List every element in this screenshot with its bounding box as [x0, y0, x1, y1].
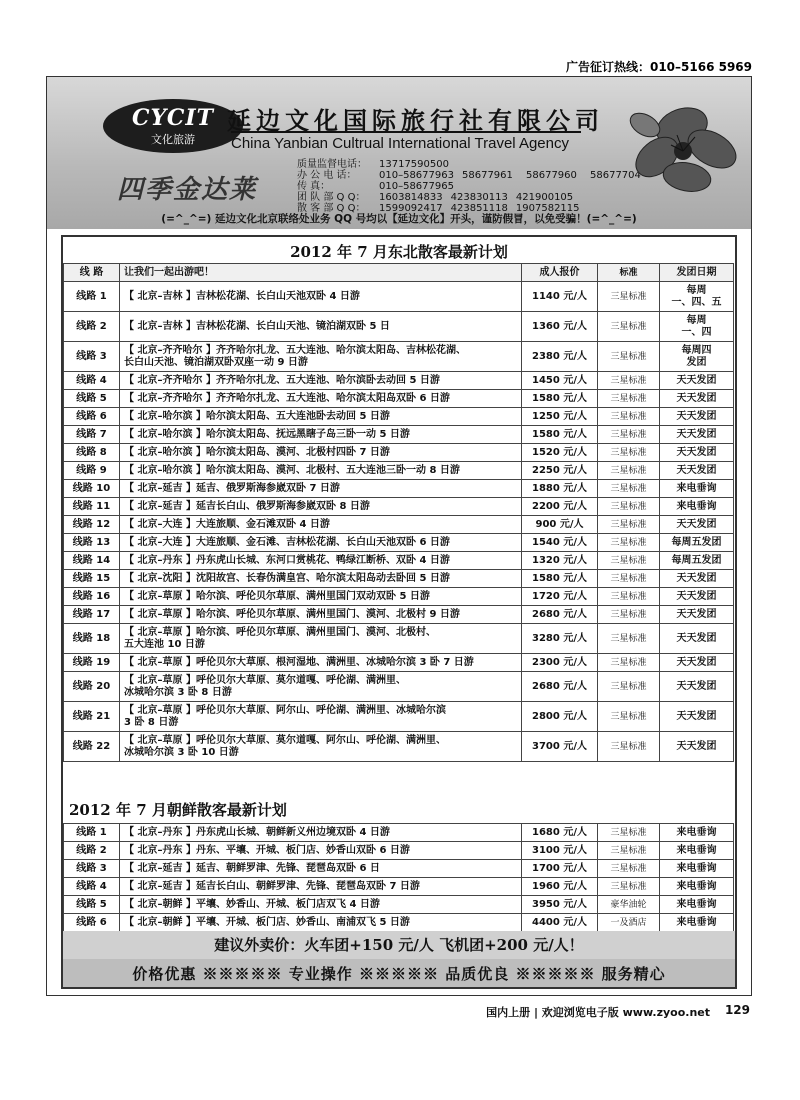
cell-line: 线路 15	[64, 570, 120, 588]
cell-price: 4400 元/人	[522, 914, 598, 932]
table-row	[64, 702, 734, 732]
cell-desc: 【 北京–草原 】呼伦贝尔大草原、莫尔道嘎、呼伦湖、满洲里、 冰城哈尔滨 3 卧 8 日游	[120, 672, 522, 702]
cell-desc: 【 北京–朝鲜 】平壤、开城、板门店、妙香山、南浦双飞 5 日游	[120, 914, 522, 932]
cell-desc: 【 北京–哈尔滨 】哈尔滨太阳岛、五大连池卧去动回 5 日游	[120, 408, 522, 426]
table-row	[64, 624, 734, 654]
cell-date: 天天发团	[660, 702, 734, 732]
cell-line: 线路 10	[64, 480, 120, 498]
cell-std: 三星标准	[598, 702, 660, 732]
cell-std: 三星标准	[598, 516, 660, 534]
cell-line: 线路 14	[64, 552, 120, 570]
cell-desc: 【 北京–齐齐哈尔 】齐齐哈尔扎龙、五大连池、哈尔滨太阳岛双卧 6 日游	[120, 390, 522, 408]
cell-date: 来电垂询	[660, 842, 734, 860]
cell-desc: 【 北京–延吉 】延吉、朝鲜罗津、先锋、琵琶岛双卧 6 日	[120, 860, 522, 878]
cell-price: 1880 元/人	[522, 480, 598, 498]
contact-row	[297, 181, 646, 192]
company-divider	[231, 131, 581, 133]
cell-price: 1720 元/人	[522, 588, 598, 606]
cell-std: 三星标准	[598, 606, 660, 624]
cell-date: 天天发团	[660, 408, 734, 426]
cell-std: 三星标准	[598, 672, 660, 702]
advert-header	[47, 77, 751, 229]
cell-desc: 【 北京–草原 】呼伦贝尔大草原、阿尔山、呼伦湖、满洲里、冰城哈尔滨 3 卧 8 日游	[120, 702, 522, 732]
cell-std: 三星标准	[598, 342, 660, 372]
page-number: 129	[724, 1003, 750, 1017]
contact-row	[297, 170, 646, 181]
contact-label: 团 队 部 Q Q：	[297, 192, 366, 203]
suggested-price: 建议外卖价：火车团+150 元/人 飞机团+200 元/人！	[61, 931, 737, 959]
cell-date: 每周 一、四、五	[660, 282, 734, 312]
table-row	[64, 654, 734, 672]
page-footer	[0, 1004, 800, 1024]
cell-std: 三星标准	[598, 878, 660, 896]
cell-price: 1360 元/人	[522, 312, 598, 342]
contact-info	[297, 159, 646, 214]
cell-desc: 【 北京–草原 】呼伦贝尔大草原、根河湿地、满洲里、冰城哈尔滨 3 卧 7 日游	[120, 654, 522, 672]
contact-value: 1907582115	[515, 203, 580, 214]
cell-date: 来电垂询	[660, 896, 734, 914]
table-row	[64, 878, 734, 896]
cell-std: 三星标准	[598, 624, 660, 654]
cell-line: 线路 2	[64, 312, 120, 342]
contact-row	[297, 159, 646, 170]
section1-title: 2012 年 7 月东北散客最新计划	[290, 243, 508, 261]
contact-value: 421900105	[515, 192, 574, 203]
cell-std: 三星标准	[598, 842, 660, 860]
cell-desc: 【 北京–大连 】大连旅顺、金石滩双卧 4 日游	[120, 516, 522, 534]
cell-price: 3950 元/人	[522, 896, 598, 914]
table-row	[64, 534, 734, 552]
cell-date: 天天发团	[660, 654, 734, 672]
cell-line: 线路 16	[64, 588, 120, 606]
table-row	[64, 342, 734, 372]
contact-value: 010–58677963	[379, 170, 454, 181]
cell-date: 天天发团	[660, 570, 734, 588]
contact-value: 58677960	[526, 170, 577, 181]
cell-line: 线路 6	[64, 914, 120, 932]
cell-std: 三星标准	[598, 372, 660, 390]
cell-price: 1680 元/人	[522, 824, 598, 842]
cell-std: 三星标准	[598, 282, 660, 312]
flower-image	[617, 87, 747, 205]
cell-date: 每周五发团	[660, 534, 734, 552]
cell-date: 每周五发团	[660, 552, 734, 570]
cell-date: 来电垂询	[660, 480, 734, 498]
cell-date: 来电垂询	[660, 860, 734, 878]
table-row	[64, 552, 734, 570]
cell-desc: 【 北京–哈尔滨 】哈尔滨太阳岛、漠河、北极村四卧 7 日游	[120, 444, 522, 462]
cell-price: 1580 元/人	[522, 570, 598, 588]
cell-desc: 【 北京–齐齐哈尔 】齐齐哈尔扎龙、五大连池、哈尔滨太阳岛、吉林松花湖、 长白山天池、镜泊湖双卧双座一动 9 日游	[120, 342, 522, 372]
cell-line: 线路 13	[64, 534, 120, 552]
cell-std: 三星标准	[598, 654, 660, 672]
cell-line: 线路 3	[64, 860, 120, 878]
table-row	[64, 914, 734, 932]
cell-line: 线路 1	[64, 282, 120, 312]
table-row	[64, 606, 734, 624]
cell-desc: 【 北京–朝鲜 】平壤、妙香山、开城、板门店双飞 4 日游	[120, 896, 522, 914]
cell-price: 2680 元/人	[522, 672, 598, 702]
cell-desc: 【 北京–哈尔滨 】哈尔滨太阳岛、漠河、北极村、五大连池三卧一动 8 日游	[120, 462, 522, 480]
schedule-box	[61, 235, 737, 989]
cell-date: 天天发团	[660, 390, 734, 408]
table-header-row	[64, 264, 734, 282]
cell-std: 三星标准	[598, 824, 660, 842]
cell-desc: 【 北京–延吉 】延吉长白山、俄罗斯海参崴双卧 8 日游	[120, 498, 522, 516]
cell-line: 线路 7	[64, 426, 120, 444]
cell-std: 三星标准	[598, 588, 660, 606]
table-row	[64, 516, 734, 534]
advert-page	[46, 76, 752, 996]
table-row	[64, 312, 734, 342]
anti-fraud-notice: (=^_^=) 延边文化北京联络处业务 QQ 号均以【延边文化】开头，谨防假冒，以免受骗！(=^_^=)	[161, 213, 637, 225]
cell-date: 来电垂询	[660, 878, 734, 896]
cell-price: 2250 元/人	[522, 462, 598, 480]
cell-date: 天天发团	[660, 588, 734, 606]
contact-value: 1603814833	[379, 192, 443, 203]
table-row	[64, 372, 734, 390]
cell-std: 三星标准	[598, 552, 660, 570]
cell-std: 三星标准	[598, 534, 660, 552]
cell-line: 线路 5	[64, 390, 120, 408]
cell-price: 1320 元/人	[522, 552, 598, 570]
table-row	[64, 588, 734, 606]
table-row	[64, 732, 734, 762]
cell-desc: 【 北京–草原 】哈尔滨、呼伦贝尔草原、满州里国门双动双卧 5 日游	[120, 588, 522, 606]
table-row	[64, 672, 734, 702]
cell-line: 线路 3	[64, 342, 120, 372]
contact-label: 散 客 部 Q Q：	[297, 203, 366, 214]
cell-std: 三星标准	[598, 860, 660, 878]
column-header: 线 路	[64, 264, 120, 282]
table-row	[64, 824, 734, 842]
cell-date: 来电垂询	[660, 824, 734, 842]
cell-desc: 【 北京–丹东 】丹东虎山长城、东河口赏桃花、鸭绿江断桥、双卧 4 日游	[120, 552, 522, 570]
column-header: 标准	[598, 264, 660, 282]
cell-desc: 【 北京–丹东 】丹东、平壤、开城、板门店、妙香山双卧 6 日游	[120, 842, 522, 860]
contact-value: 423851118	[450, 203, 508, 214]
contact-value: 010–58677965	[379, 181, 454, 192]
cell-line: 线路 4	[64, 372, 120, 390]
cell-std: 豪华油轮	[598, 896, 660, 914]
contact-value: 423830113	[450, 192, 508, 203]
cell-date: 天天发团	[660, 444, 734, 462]
korea-table	[63, 823, 734, 932]
cell-date: 来电垂询	[660, 498, 734, 516]
cell-price: 1140 元/人	[522, 282, 598, 312]
cell-line: 线路 18	[64, 624, 120, 654]
cell-line: 线路 2	[64, 842, 120, 860]
table-row	[64, 390, 734, 408]
cell-desc: 【 北京–丹东 】丹东虎山长城、朝鲜新义州边境双卧 4 日游	[120, 824, 522, 842]
cell-date: 每周四 发团	[660, 342, 734, 372]
cell-std: 三星标准	[598, 570, 660, 588]
cell-date: 天天发团	[660, 732, 734, 762]
cell-price: 1520 元/人	[522, 444, 598, 462]
cell-line: 线路 17	[64, 606, 120, 624]
cell-std: 三星标准	[598, 480, 660, 498]
table-row	[64, 860, 734, 878]
cell-date: 天天发团	[660, 516, 734, 534]
logo-en: CYCIT	[132, 105, 214, 131]
column-header: 发团日期	[660, 264, 734, 282]
cell-desc: 【 北京–吉林 】吉林松花湖、长白山天池、镜泊湖双卧 5 日	[120, 312, 522, 342]
slogan-bar: 价格优惠 ※※※※※ 专业操作 ※※※※※ 品质优良 ※※※※※ 服务精心	[61, 959, 737, 989]
cell-date: 天天发团	[660, 624, 734, 654]
cell-price: 1700 元/人	[522, 860, 598, 878]
company-logo	[103, 99, 243, 153]
cell-date: 天天发团	[660, 372, 734, 390]
table-row	[64, 896, 734, 914]
cell-line: 线路 8	[64, 444, 120, 462]
cell-line: 线路 19	[64, 654, 120, 672]
cell-price: 2800 元/人	[522, 702, 598, 732]
cell-desc: 【 北京–沈阳 】沈阳故宫、长春伪满皇宫、哈尔滨太阳岛动去卧回 5 日游	[120, 570, 522, 588]
cell-std: 三星标准	[598, 408, 660, 426]
cell-price: 1580 元/人	[522, 390, 598, 408]
cell-line: 线路 20	[64, 672, 120, 702]
cell-desc: 【 北京–延吉 】延吉长白山、朝鲜罗津、先锋、琵琶岛双卧 7 日游	[120, 878, 522, 896]
cell-desc: 【 北京–齐齐哈尔 】齐齐哈尔扎龙、五大连池、哈尔滨卧去动回 5 日游	[120, 372, 522, 390]
cell-line: 线路 9	[64, 462, 120, 480]
table-row	[64, 426, 734, 444]
cell-std: 三星标准	[598, 444, 660, 462]
contact-label: 办 公 电 话：	[297, 170, 357, 181]
ad-hotline: 广告征订热线：010–5166 5969	[565, 60, 752, 74]
logo-cn: 文化旅游	[151, 133, 195, 146]
cell-std: 三星标准	[598, 732, 660, 762]
cell-desc: 【 北京–延吉 】延吉、俄罗斯海参崴双卧 7 日游	[120, 480, 522, 498]
company-name-cn: 延边文化国际旅行社有限公司	[227, 106, 604, 135]
cell-price: 3100 元/人	[522, 842, 598, 860]
northeast-table	[63, 263, 734, 762]
cell-line: 线路 22	[64, 732, 120, 762]
cell-price: 900 元/人	[522, 516, 598, 534]
cell-price: 2300 元/人	[522, 654, 598, 672]
cell-date: 每周 一、四	[660, 312, 734, 342]
brand-name: 四季金达莱	[117, 175, 258, 205]
table-row	[64, 498, 734, 516]
contact-value: 13717590500	[379, 159, 449, 170]
cell-price: 2680 元/人	[522, 606, 598, 624]
company-name-en: China Yanbian Cultrual International Travel Agency	[231, 135, 569, 152]
cell-date: 天天发团	[660, 672, 734, 702]
cell-std: 三星标准	[598, 312, 660, 342]
cell-desc: 【 北京–哈尔滨 】哈尔滨太阳岛、抚远黑瞎子岛三卧一动 5 日游	[120, 426, 522, 444]
table-row	[64, 570, 734, 588]
cell-std: 一及酒店	[598, 914, 660, 932]
cell-date: 来电垂询	[660, 914, 734, 932]
cell-price: 1960 元/人	[522, 878, 598, 896]
cell-price: 1540 元/人	[522, 534, 598, 552]
cell-line: 线路 5	[64, 896, 120, 914]
cell-price: 1250 元/人	[522, 408, 598, 426]
cell-price: 1580 元/人	[522, 426, 598, 444]
footer-text: 国内上册 | 欢迎浏览电子版 www.zyoo.net	[486, 1006, 710, 1019]
contact-value: 58677961	[462, 170, 513, 181]
table-row	[64, 444, 734, 462]
cell-price: 1450 元/人	[522, 372, 598, 390]
contact-label: 传 真：	[297, 181, 331, 192]
cell-line: 线路 11	[64, 498, 120, 516]
cell-std: 三星标准	[598, 426, 660, 444]
contact-value: 1599092417	[379, 203, 443, 214]
cell-std: 三星标准	[598, 390, 660, 408]
contact-label: 质量监督电话：	[297, 159, 367, 170]
column-header: 成人报价	[522, 264, 598, 282]
cell-desc: 【 北京–大连 】大连旅顺、金石滩、吉林松花湖、长白山天池双卧 6 日游	[120, 534, 522, 552]
contact-value: 58677704	[590, 170, 641, 181]
cell-date: 天天发团	[660, 462, 734, 480]
cell-std: 三星标准	[598, 498, 660, 516]
table-row	[64, 282, 734, 312]
table-row	[64, 408, 734, 426]
cell-price: 3280 元/人	[522, 624, 598, 654]
cell-price: 3700 元/人	[522, 732, 598, 762]
cell-desc: 【 北京–草原 】哈尔滨、呼伦贝尔草原、满州里国门、漠河、北极村 9 日游	[120, 606, 522, 624]
cell-desc: 【 北京–草原 】呼伦贝尔大草原、莫尔道嘎、阿尔山、呼伦湖、满洲里、 冰城哈尔滨 3 卧 10 日游	[120, 732, 522, 762]
cell-date: 天天发团	[660, 606, 734, 624]
cell-line: 线路 12	[64, 516, 120, 534]
cell-line: 线路 1	[64, 824, 120, 842]
cell-line: 线路 6	[64, 408, 120, 426]
table-row	[64, 480, 734, 498]
cell-std: 三星标准	[598, 462, 660, 480]
column-header: 让我们一起出游吧！	[120, 264, 522, 282]
table-row	[64, 842, 734, 860]
cell-desc: 【 北京–草原 】哈尔滨、呼伦贝尔草原、满州里国门、漠河、北极村、 五大连池 10 日游	[120, 624, 522, 654]
cell-price: 2200 元/人	[522, 498, 598, 516]
table-row	[64, 462, 734, 480]
cell-line: 线路 21	[64, 702, 120, 732]
contact-row	[297, 192, 646, 203]
cell-price: 2380 元/人	[522, 342, 598, 372]
section2-title: 2012 年 7 月朝鲜散客最新计划	[69, 801, 287, 819]
cell-date: 天天发团	[660, 426, 734, 444]
cell-line: 线路 4	[64, 878, 120, 896]
cell-desc: 【 北京–吉林 】吉林松花湖、长白山天池双卧 4 日游	[120, 282, 522, 312]
